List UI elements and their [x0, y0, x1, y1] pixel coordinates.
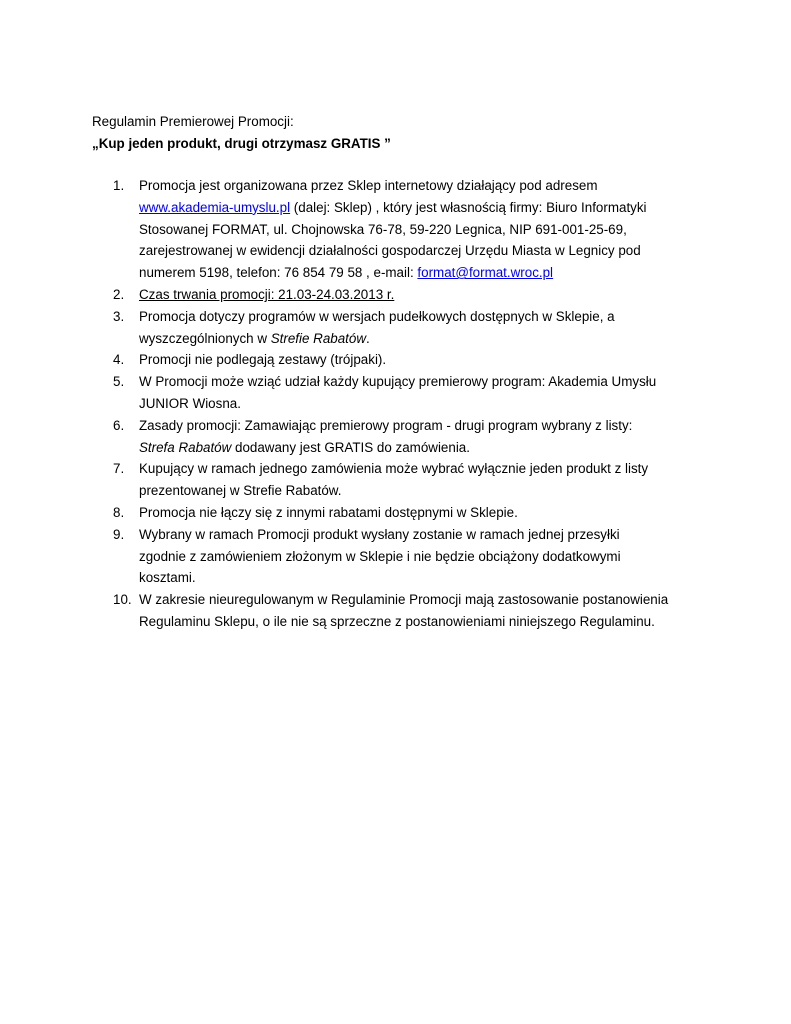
list-item-4 [92, 349, 732, 371]
document-heading [92, 111, 391, 155]
item-line: Kupujący w ramach jednego zamówienia może wybrać wyłącznie jeden produkt z listy [139, 461, 649, 477]
discount-zone-name: Strefa Rabatów [139, 439, 232, 455]
item-number: 1. [113, 178, 125, 193]
item-line: Wybrany w ramach Promocji produkt wysłany zostanie w ramach jednej przesyłki [139, 526, 620, 542]
item-line [139, 328, 732, 350]
item-text: wyszczególnionych w [139, 330, 271, 346]
item-number: 3. [113, 308, 125, 324]
terms-list [92, 175, 732, 633]
item-line: W zakresie nieuregulowanym w Regulaminie Promocji mają zastosowanie postanowienia [139, 592, 669, 608]
item-line: Promocji nie podlegają zestawy (trójpaki). [139, 352, 387, 368]
list-item-2 [92, 284, 732, 306]
item-text: . [366, 330, 370, 346]
item-number: 9. [113, 526, 125, 542]
item-text: (dalej: Sklep) , który jest własnością firmy: Biuro Informatyki [290, 199, 647, 215]
promotion-period: Czas trwania promocji: 21.03-24.03.2013 r. [139, 286, 395, 302]
item-line: zgodnie z zamówieniem złożonym w Sklepie i nie będzie obciążony dodatkowymi [139, 548, 621, 564]
list-item-3 [92, 306, 732, 350]
document-title: Regulamin Premierowej Promocji: [92, 114, 294, 129]
item-number: 10. [113, 592, 132, 608]
item-line: Zasady promocji: Zamawiając premierowy program - drugi program wybrany z listy: [139, 417, 633, 433]
item-line: zarejestrowanej w ewidencji działalności gospodarczej Urzędu Miasta w Legnicy pod [139, 243, 641, 259]
item-line: Promocja nie łączy się z innymi rabatami dostępnymi w Sklepie. [139, 504, 518, 520]
document-subtitle: „Kup jeden produkt, drugi otrzymasz GRATIS ” [92, 135, 391, 151]
item-line: Promocja jest organizowana przez Sklep internetowy działający pod adresem [139, 178, 598, 193]
list-item-10 [92, 589, 732, 633]
list-item-6 [92, 415, 732, 459]
item-number: 8. [113, 504, 125, 520]
item-line [139, 437, 732, 459]
list-item-1 [92, 175, 732, 284]
discount-zone-name: Strefie Rabatów [270, 330, 367, 346]
item-line: W Promocji może wziąć udział każdy kupujący premierowy program: Akademia Umysłu [139, 374, 657, 390]
item-number: 4. [113, 352, 125, 368]
website-link[interactable]: www.akademia-umyslu.pl [139, 199, 291, 215]
item-line [139, 262, 732, 284]
list-item-7 [92, 458, 732, 502]
item-line [139, 197, 732, 219]
list-item-9 [92, 524, 732, 589]
list-item-8 [92, 502, 732, 524]
item-line: Stosowanej FORMAT, ul. Chojnowska 76-78, 59-220 Legnica, NIP 691-001-25-69, [139, 221, 627, 237]
email-link[interactable]: format@format.wroc.pl [417, 265, 554, 281]
item-line: JUNIOR Wiosna. [139, 395, 241, 411]
list-item-5 [92, 371, 732, 415]
item-text: dodawany jest GRATIS do zamówienia. [231, 439, 470, 455]
item-text: numerem 5198, telefon: 76 854 79 58 , e-mail: [139, 265, 418, 281]
item-number: 7. [113, 461, 125, 477]
item-line: kosztami. [139, 570, 196, 586]
item-line: Promocja dotyczy programów w wersjach pudełkowych dostępnych w Sklepie, a [139, 308, 615, 324]
item-line: prezentowanej w Strefie Rabatów. [139, 483, 342, 499]
item-line: Regulaminu Sklepu, o ile nie są sprzeczne z postanowieniami niniejszego Regulaminu. [139, 613, 655, 629]
item-number: 6. [113, 417, 125, 433]
item-number: 5. [113, 374, 125, 390]
item-number: 2. [113, 286, 125, 302]
